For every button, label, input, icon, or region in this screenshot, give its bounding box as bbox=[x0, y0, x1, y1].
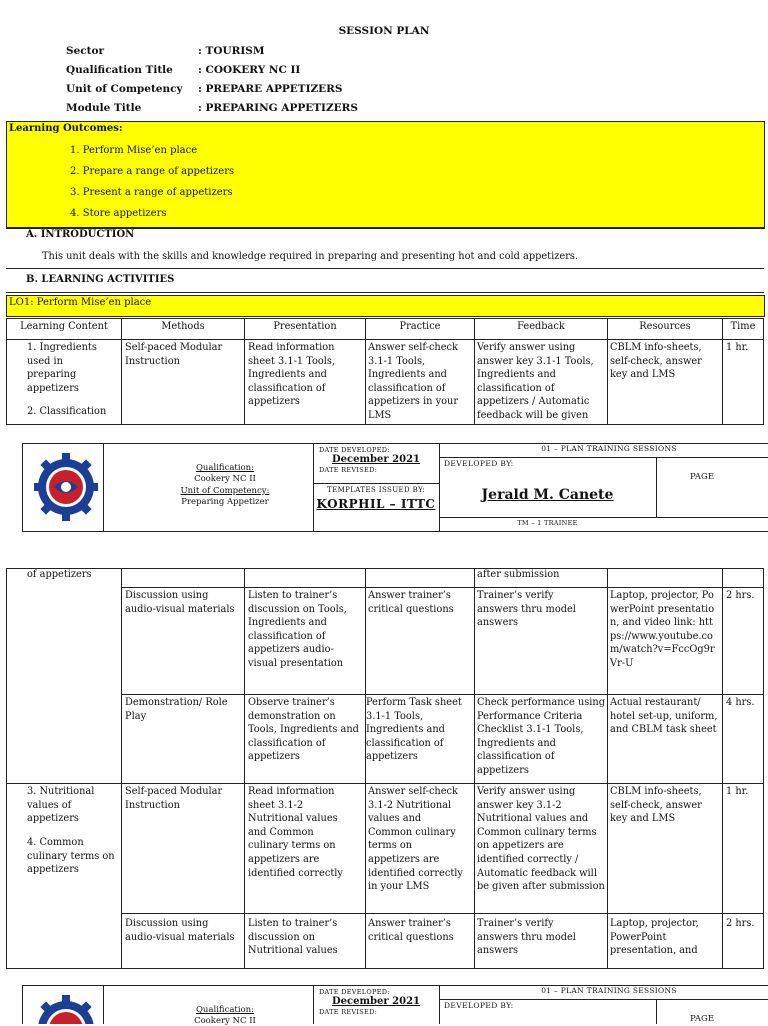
footer-date-developed-label: DATE DEVELOPED: bbox=[319, 446, 390, 454]
col-header-presentation: Presentation bbox=[273, 321, 337, 332]
cell-feedback: Trainer’s verify answers thru model answers bbox=[477, 918, 576, 957]
cell-practice: Answer trainer’s critical questions bbox=[368, 590, 454, 615]
learning-outcomes-label: Learning Outcomes: bbox=[9, 123, 123, 134]
col-header-learning-content: Learning Content bbox=[20, 321, 108, 332]
cell-presentation: Observe trainer’s demonstration on Tools, Ingredients and classification of appetizers bbox=[248, 697, 359, 763]
footer-developer-name: Jerald M. Canete bbox=[481, 487, 614, 503]
page-title: SESSION PLAN bbox=[338, 25, 430, 37]
cell-practice: Answer self-check 3.1-2 Nutritional values and Common culinary terms on appetizers are identified correctly in your LMS bbox=[368, 786, 463, 893]
cell-feedback: Check performance using Performance Criteria Checklist 3.1-1 Tools, Ingredients and classification of appetizers bbox=[477, 697, 605, 776]
cell-resources: Actual restaurant/ hotel set-up, uniform, and CBLM task sheet bbox=[610, 697, 718, 736]
cell-feedback: Verify answer using answer key 3.1-2 Nutritional values and Common culinary terms on appetizers are identified correctly / Automatic feedback will be given after submission bbox=[477, 786, 605, 893]
cell-time: 1 hr. bbox=[726, 342, 749, 353]
cell-learning-content: 4. Common culinary terms on appetizers bbox=[27, 837, 115, 876]
footer-unit-value: Preparing Appetizer bbox=[181, 497, 269, 507]
field-label-sector: Sector bbox=[66, 45, 105, 57]
organization-logo bbox=[34, 447, 98, 527]
cell-resources: Laptop, projector, PowerPoint presentation, and video link: https://www.youtube.com/watch?v=FccOg9rVr-U bbox=[610, 590, 715, 669]
learning-outcome-item: 4. Store appetizers bbox=[70, 208, 167, 219]
footer-templates-label: TEMPLATES ISSUED BY: bbox=[327, 486, 425, 494]
cell-presentation: Read information sheet 3.1-1 Tools, Ingredients and classification of appetizers bbox=[248, 342, 336, 408]
col-header-methods: Methods bbox=[161, 321, 205, 332]
cell-feedback: after submission bbox=[477, 569, 560, 580]
cell-resources: CBLM info-sheets, self-check, answer key and LMS bbox=[610, 342, 702, 381]
footer-qualification-value: Cookery NC II bbox=[194, 474, 256, 484]
footer-developed-by-label: DEVELOPED BY: bbox=[444, 459, 514, 468]
learning-outcome-item: 2. Prepare a range of appetizers bbox=[70, 166, 235, 177]
cell-time: 4 hrs. bbox=[726, 697, 755, 708]
cell-learning-content: of appetizers bbox=[27, 569, 92, 580]
cell-practice: Perform Task sheet 3.1-1 Tools, Ingredients and classification of appetizers bbox=[366, 697, 462, 763]
organization-logo bbox=[34, 989, 98, 1024]
footer-date-developed: December 2021 bbox=[331, 454, 420, 465]
lo1-label: LO1: Perform Mise’en place bbox=[9, 297, 152, 308]
footer-page-label: PAGE bbox=[689, 472, 715, 482]
footer-tm-label: TM – 1 TRAINEE bbox=[517, 519, 578, 527]
cell-time: 1 hr. bbox=[726, 786, 749, 797]
footer-date-revised-label: DATE REVISED: bbox=[319, 466, 378, 474]
cell-practice: Answer self-check 3.1-1 Tools, Ingredients and classification of appetizers in your LMS bbox=[368, 342, 459, 421]
learning-activities-heading: B. LEARNING ACTIVITIES bbox=[26, 274, 175, 285]
footer-qualification-value: Cookery NC II bbox=[194, 1016, 256, 1026]
cell-methods: Demonstration/ Role Play bbox=[125, 697, 228, 722]
footer-date-developed-label: DATE DEVELOPED: bbox=[319, 988, 390, 996]
cell-learning-content: 3. Nutritional values of appetizers bbox=[27, 786, 95, 825]
cell-methods: Self-paced Modular Instruction bbox=[125, 786, 223, 811]
cell-feedback: Verify answer using answer key 3.1-1 Tools, Ingredients and classification of appetizers / Automatic feedback will be given bbox=[477, 342, 594, 421]
field-value-sector: : TOURISM bbox=[198, 45, 265, 57]
cell-time: 2 hrs. bbox=[726, 590, 755, 601]
footer-date-revised-label: DATE REVISED: bbox=[319, 1008, 378, 1016]
footer-plan-label: 01 – PLAN TRAINING SESSIONS bbox=[541, 986, 677, 995]
col-header-time: Time bbox=[730, 321, 756, 332]
cell-methods: Discussion using audio-visual materials bbox=[125, 918, 235, 943]
cell-methods: Self-paced Modular Instruction bbox=[125, 342, 223, 367]
field-label-qualification: Qualification Title bbox=[66, 64, 173, 76]
footer-developed-by-label: DEVELOPED BY: bbox=[444, 1001, 514, 1010]
cell-presentation: Listen to trainer’s discussion on Nutritional values bbox=[248, 918, 338, 957]
learning-outcome-item: 1. Perform Mise’en place bbox=[70, 145, 198, 156]
footer-page-label: PAGE bbox=[689, 1014, 715, 1024]
col-header-feedback: Feedback bbox=[517, 321, 565, 332]
cell-resources: Laptop, projector, PowerPoint presentation, and bbox=[610, 918, 699, 957]
field-value-module: : PREPARING APPETIZERS bbox=[198, 102, 358, 114]
field-value-qualification: : COOKERY NC II bbox=[198, 64, 301, 76]
cell-practice: Answer trainer’s critical questions bbox=[368, 918, 454, 943]
field-label-unit: Unit of Competency bbox=[66, 83, 183, 95]
field-value-unit: : PREPARE APPETIZERS bbox=[198, 83, 343, 95]
footer-qualification-label: Qualification: bbox=[195, 1005, 255, 1015]
cell-learning-content: 1. Ingredients used in preparing appetizers bbox=[27, 342, 97, 394]
cell-feedback: Trainer’s verify answers thru model answers bbox=[477, 590, 576, 629]
col-header-resources: Resources bbox=[639, 321, 691, 332]
footer-plan-label: 01 – PLAN TRAINING SESSIONS bbox=[541, 444, 677, 453]
cell-presentation: Read information sheet 3.1-2 Nutritional values and Common culinary terms on appetizers are identified correctly bbox=[248, 786, 343, 879]
footer-unit-label: Unit of Competency: bbox=[180, 486, 270, 496]
cell-presentation: Listen to trainer’s discussion on Tools, Ingredients and classification of appetizers audio-visual presentation bbox=[248, 590, 347, 669]
field-label-module: Module Title bbox=[66, 102, 142, 114]
footer-qualification-label: Qualification: bbox=[195, 463, 255, 473]
introduction-text: This unit deals with the skills and knowledge required in preparing and presenting hot and cold appetizers. bbox=[42, 251, 579, 262]
learning-outcome-item: 3. Present a range of appetizers bbox=[70, 187, 233, 198]
cell-time: 2 hrs. bbox=[726, 918, 755, 929]
footer-date-developed: December 2021 bbox=[331, 996, 420, 1007]
introduction-heading: A. INTRODUCTION bbox=[26, 229, 135, 240]
col-header-practice: Practice bbox=[399, 321, 441, 332]
cell-methods: Discussion using audio-visual materials bbox=[125, 590, 235, 615]
cell-learning-content: 2. Classification bbox=[27, 406, 107, 417]
footer-templates-value: KORPHIL – ITTC bbox=[316, 497, 436, 511]
cell-resources: CBLM info-sheets, self-check, answer key and LMS bbox=[610, 786, 702, 825]
